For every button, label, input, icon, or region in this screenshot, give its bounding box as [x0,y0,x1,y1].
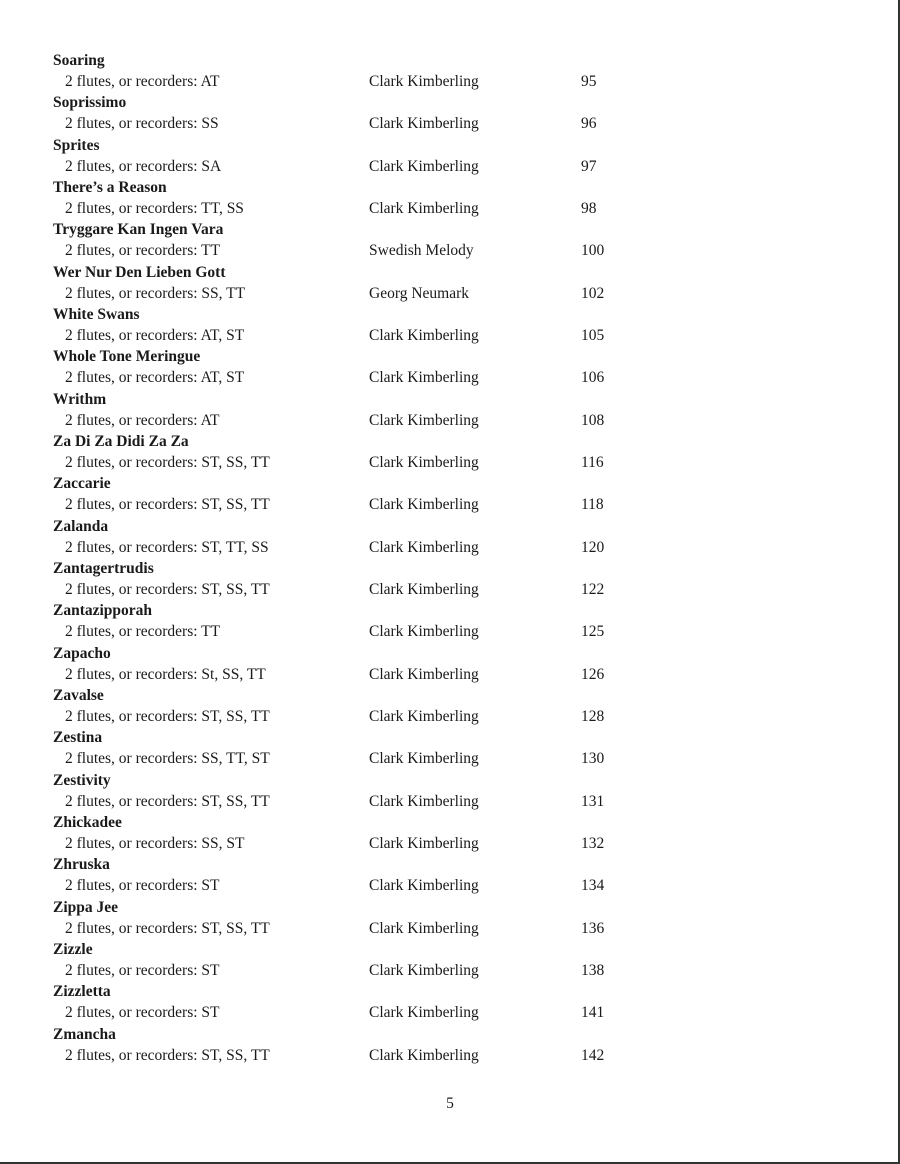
piece-title: Zavalse [53,686,104,704]
piece-title: Zapacho [53,644,111,662]
list-item [53,50,853,92]
piece-title: Sprites [53,136,100,154]
list-item [53,981,853,1023]
page-reference: 128 [581,707,605,725]
piece-details [53,113,853,134]
list-item [53,346,853,388]
page-reference: 130 [581,750,605,768]
list-item [53,92,853,134]
composer: Clark Kimberling [369,1046,479,1064]
instrumentation: 2 flutes, or recorders: ST, SS, TT [65,707,270,725]
piece-details [53,198,853,219]
list-item [53,939,853,981]
composer: Clark Kimberling [369,792,479,810]
page-number: 5 [446,1095,454,1112]
piece-title: Zestina [53,729,103,747]
piece-title: Zizzle [53,940,93,958]
instrumentation: 2 flutes, or recorders: SS, TT [65,284,246,302]
composer: Clark Kimberling [369,750,479,768]
piece-details [53,240,853,261]
composer: Clark Kimberling [369,580,479,598]
piece-details [53,875,853,896]
instrumentation: 2 flutes, or recorders: ST, SS, TT [65,1046,270,1064]
instrumentation: 2 flutes, or recorders: ST [65,1004,220,1022]
page-reference: 134 [581,877,605,895]
piece-title: White Swans [53,305,140,323]
page-reference: 142 [581,1046,605,1064]
piece-title: Writhm [53,390,107,408]
piece-title: Tryggare Kan Ingen Vara [53,221,224,239]
list-item [53,389,853,431]
composer: Clark Kimberling [369,665,479,683]
page-reference: 132 [581,834,605,852]
composer: Clark Kimberling [369,73,479,90]
instrumentation: 2 flutes, or recorders: SS, ST [65,834,245,852]
piece-title: Zaccarie [53,475,111,493]
list-item [53,431,853,473]
composer: Clark Kimberling [369,877,479,895]
piece-details [53,1002,853,1023]
list-item [53,727,853,769]
composer: Swedish Melody [369,242,474,260]
composer: Clark Kimberling [369,157,479,175]
piece-details [53,833,853,854]
composer: Clark Kimberling [369,453,479,471]
page-reference: 122 [581,580,605,598]
piece-details [53,71,853,92]
page-reference: 96 [581,115,597,133]
piece-title: Soprissimo [53,94,127,112]
instrumentation: 2 flutes, or recorders: ST, TT, SS [65,538,269,556]
page-reference: 102 [581,284,605,302]
list-item [53,812,853,854]
piece-details [53,325,853,346]
instrumentation: 2 flutes, or recorders: ST, SS, TT [65,792,270,810]
piece-details [53,706,853,727]
instrumentation: 2 flutes, or recorders: TT [65,623,221,641]
instrumentation: 2 flutes, or recorders: SS [65,115,219,133]
list-item [53,473,853,515]
composer: Clark Kimberling [369,496,479,514]
list-item [53,897,853,939]
instrumentation: 2 flutes, or recorders: ST, SS, TT [65,453,270,471]
page-reference: 131 [581,792,605,810]
composer: Clark Kimberling [369,326,479,344]
instrumentation: 2 flutes, or recorders: SA [65,157,222,175]
instrumentation: 2 flutes, or recorders: ST, SS, TT [65,919,270,937]
piece-title: Zhickadee [53,813,122,831]
list-item [53,135,853,177]
piece-title: Zalanda [53,517,109,535]
piece-title: Zhruska [53,856,110,874]
page-reference: 105 [581,326,605,344]
list-item [53,1024,853,1066]
page-reference: 95 [581,73,597,90]
list-item [53,685,853,727]
list-item [53,854,853,896]
piece-title: Zantazipporah [53,602,153,620]
page-reference: 138 [581,961,605,979]
composer: Clark Kimberling [369,538,479,556]
page-reference: 98 [581,199,597,217]
composer: Clark Kimberling [369,623,479,641]
piece-details [53,156,853,177]
instrumentation: 2 flutes, or recorders: AT [65,411,220,429]
piece-details [53,621,853,642]
piece-title: Zantagertrudis [53,559,154,577]
piece-details [53,452,853,473]
list-item [53,516,853,558]
composer: Clark Kimberling [369,411,479,429]
composer: Clark Kimberling [369,961,479,979]
list-item [53,770,853,812]
instrumentation: 2 flutes, or recorders: TT [65,242,221,260]
list-item [53,177,853,219]
piece-title: Wer Nur Den Lieben Gott [53,263,226,281]
composer: Clark Kimberling [369,919,479,937]
list-item [53,558,853,600]
list-item [53,304,853,346]
composer: Clark Kimberling [369,707,479,725]
page-reference: 125 [581,623,605,641]
page-reference: 100 [581,242,605,260]
list-item [53,600,853,642]
composer: Clark Kimberling [369,115,479,133]
piece-title: Soaring [53,52,105,69]
piece-details [53,791,853,812]
page-reference: 120 [581,538,605,556]
piece-title: There’s a Reason [53,178,167,196]
piece-title: Za Di Za Didi Za Za [53,432,189,450]
instrumentation: 2 flutes, or recorders: SS, TT, ST [65,750,270,768]
piece-details [53,918,853,939]
instrumentation: 2 flutes, or recorders: ST, SS, TT [65,580,270,598]
piece-details [53,664,853,685]
page-reference: 136 [581,919,605,937]
piece-title: Zmancha [53,1025,116,1043]
composer: Clark Kimberling [369,1004,479,1022]
piece-details [53,283,853,304]
page-reference: 108 [581,411,605,429]
piece-details [53,748,853,769]
piece-title: Zizzletta [53,983,111,1001]
instrumentation: 2 flutes, or recorders: ST [65,877,220,895]
composer: Clark Kimberling [369,834,479,852]
instrumentation: 2 flutes, or recorders: AT, ST [65,369,245,387]
instrumentation: 2 flutes, or recorders: ST [65,961,220,979]
page-reference: 118 [581,496,604,514]
piece-details [53,367,853,388]
piece-title: Zippa Jee [53,898,119,916]
page-reference: 116 [581,453,604,471]
instrumentation: 2 flutes, or recorders: St, SS, TT [65,665,266,683]
piece-title: Whole Tone Meringue [53,348,201,366]
piece-details [53,579,853,600]
piece-details [53,410,853,431]
list-item [53,262,853,304]
piece-title: Zestivity [53,771,111,789]
table-of-contents [53,50,853,1066]
instrumentation: 2 flutes, or recorders: ST, SS, TT [65,496,270,514]
piece-details [53,1045,853,1066]
composer: Clark Kimberling [369,199,479,217]
page-reference: 141 [581,1004,605,1022]
composer: Clark Kimberling [369,369,479,387]
page-reference: 126 [581,665,605,683]
piece-details [53,537,853,558]
list-item [53,643,853,685]
page-reference: 97 [581,157,597,175]
instrumentation: 2 flutes, or recorders: AT, ST [65,326,245,344]
instrumentation: 2 flutes, or recorders: AT [65,73,220,90]
page-reference: 106 [581,369,605,387]
instrumentation: 2 flutes, or recorders: TT, SS [65,199,244,217]
piece-details [53,494,853,515]
list-item [53,219,853,261]
composer: Georg Neumark [369,284,470,302]
piece-details [53,960,853,981]
